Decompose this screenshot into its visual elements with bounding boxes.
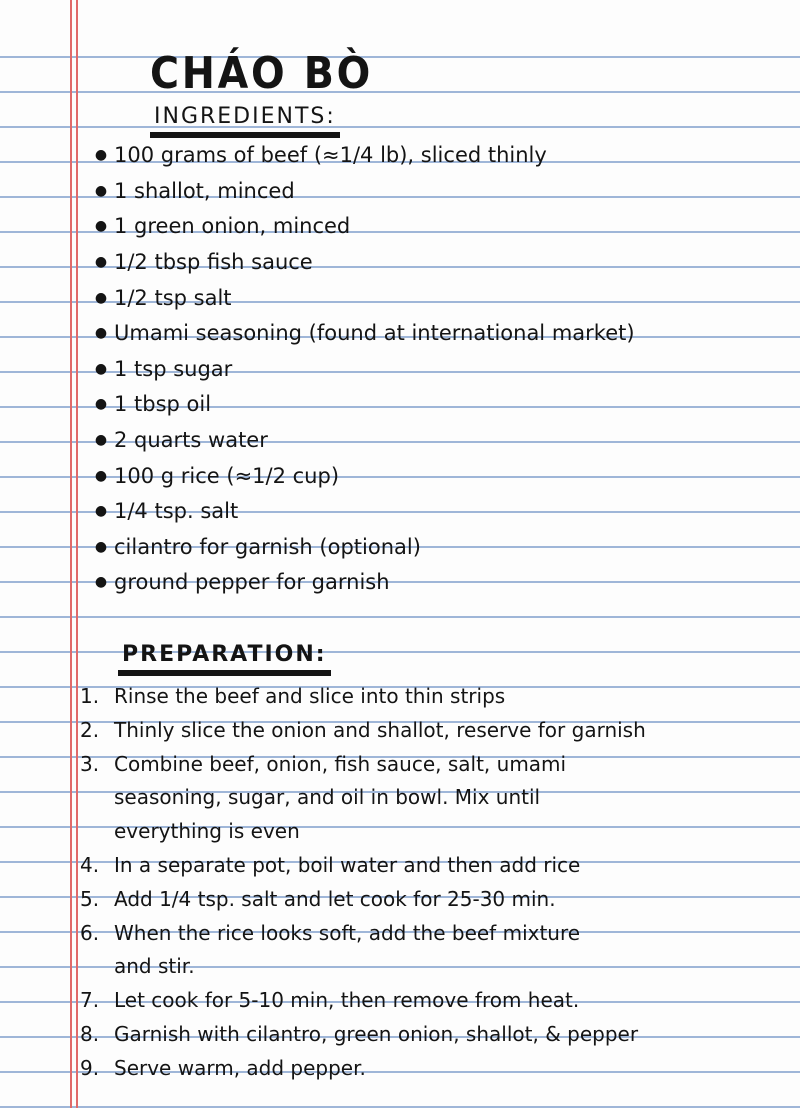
bullet-icon: ● xyxy=(94,325,108,342)
list-item xyxy=(88,316,635,352)
step-number: 2. xyxy=(80,717,100,742)
ingredient-text: 1 green onion, minced xyxy=(114,214,351,239)
step-number: 9. xyxy=(80,1055,100,1080)
ingredient-text: 1/4 tsp. salt xyxy=(114,499,239,524)
margin-line xyxy=(70,0,72,1108)
preparation-heading: PREPARATION: xyxy=(118,642,331,676)
recipe-title: CHÁO BÒ xyxy=(150,48,374,99)
list-item xyxy=(88,209,635,245)
bullet-icon: ● xyxy=(94,574,108,591)
step-number: 4. xyxy=(80,852,100,877)
step-number: 7. xyxy=(80,988,100,1013)
list-item xyxy=(88,174,635,210)
step-item xyxy=(80,917,646,985)
step-item xyxy=(80,883,646,917)
step-number: 5. xyxy=(80,886,100,911)
ingredient-text: cilantro for garnish (optional) xyxy=(114,534,421,559)
ingredient-text: ground pepper for garnish xyxy=(114,570,390,595)
step-text: Combine beef, onion, fish sauce, salt, umami xyxy=(114,751,567,776)
bullet-icon: ● xyxy=(94,254,108,271)
list-item xyxy=(88,387,635,423)
step-text: When the rice looks soft, add the beef mixture xyxy=(114,920,581,945)
step-text: Rinse the beef and slice into thin strips xyxy=(114,684,506,708)
list-item xyxy=(88,280,635,316)
step-number: 1. xyxy=(80,684,100,708)
ingredient-text: 1/2 tbsp fish sauce xyxy=(114,250,313,275)
step-number: 6. xyxy=(80,920,100,945)
ingredient-text: 100 g rice (≈1/2 cup) xyxy=(114,463,340,488)
step-text: and stir. xyxy=(114,954,195,979)
step-number: 8. xyxy=(80,1021,100,1046)
step-item xyxy=(80,1052,646,1086)
step-text: Serve warm, add pepper. xyxy=(114,1055,366,1080)
step-text: In a separate pot, boil water and then add rice xyxy=(114,852,581,877)
ingredient-text: 2 quarts water xyxy=(114,428,268,453)
ingredient-text: 1/2 tsp salt xyxy=(114,285,232,310)
bullet-icon: ● xyxy=(94,182,108,199)
step-text: Let cook for 5-10 min, then remove from heat. xyxy=(114,988,580,1013)
list-item xyxy=(88,494,635,530)
ingredient-text: 1 tbsp oil xyxy=(114,392,212,417)
bullet-icon: ● xyxy=(94,396,108,413)
bullet-icon: ● xyxy=(94,218,108,235)
ingredients-list xyxy=(88,138,635,601)
margin-line xyxy=(76,0,78,1108)
bullet-icon: ● xyxy=(94,360,108,377)
bullet-icon: ● xyxy=(94,467,108,484)
bullet-icon: ● xyxy=(94,432,108,449)
list-item xyxy=(88,423,635,459)
preparation-steps xyxy=(80,680,646,1086)
bullet-icon: ● xyxy=(94,538,108,555)
step-text: Add 1/4 tsp. salt and let cook for 25-30 min. xyxy=(114,886,556,911)
list-item xyxy=(88,245,635,281)
list-item xyxy=(88,530,635,566)
step-item xyxy=(80,714,646,748)
step-item xyxy=(80,1018,646,1052)
list-item xyxy=(88,458,635,494)
list-item xyxy=(88,138,635,174)
step-number: 3. xyxy=(80,751,100,776)
ingredient-text: Umami seasoning (found at international market) xyxy=(114,321,635,346)
step-text: Garnish with cilantro, green onion, shallot, & pepper xyxy=(114,1021,639,1046)
bullet-icon: ● xyxy=(94,503,108,520)
step-text: seasoning, sugar, and oil in bowl. Mix until xyxy=(114,785,541,810)
step-item xyxy=(80,984,646,1018)
ingredient-text: 100 grams of beef (≈1/4 lb), sliced thinly xyxy=(114,143,547,168)
step-item xyxy=(80,748,646,849)
list-item xyxy=(88,352,635,388)
step-item xyxy=(80,849,646,883)
step-text: everything is even xyxy=(114,819,300,844)
list-item xyxy=(88,565,635,601)
ingredient-text: 1 tsp sugar xyxy=(114,356,233,381)
bullet-icon: ● xyxy=(94,289,108,306)
step-item xyxy=(80,680,646,714)
ingredient-text: 1 shallot, minced xyxy=(114,178,295,203)
ingredients-heading: INGREDIENTS: xyxy=(150,104,340,138)
bullet-icon: ● xyxy=(94,147,108,164)
step-text: Thinly slice the onion and shallot, reserve for garnish xyxy=(114,717,646,742)
